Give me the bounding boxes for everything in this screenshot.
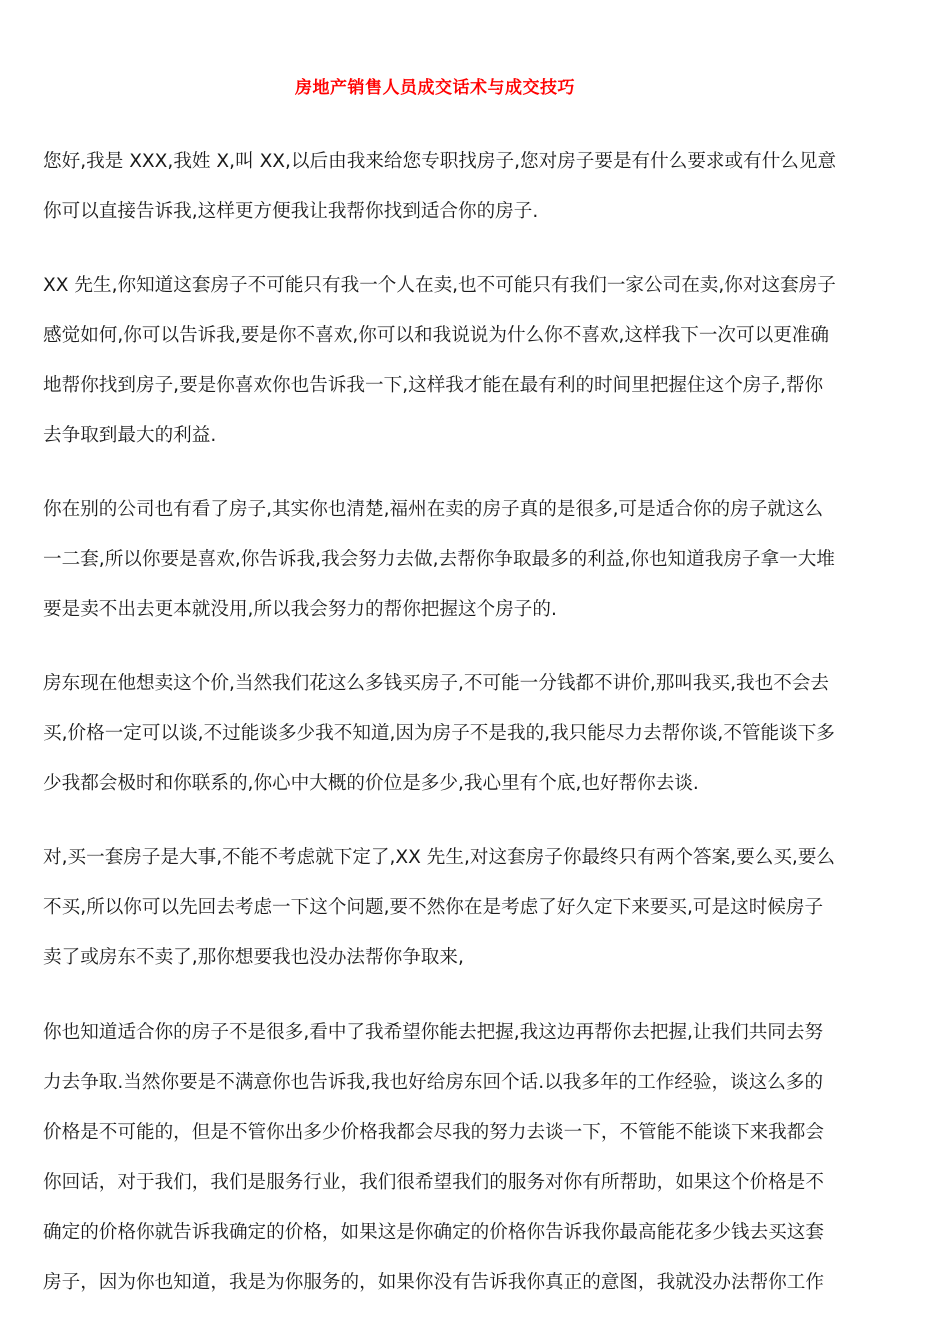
paragraph-line: 你在别的公司也有看了房子,其实你也清楚,福州在卖的房子真的是很多,可是适合你的房子就这么 — [43, 499, 824, 520]
paragraph-line: 地帮你找到房子,要是你喜欢你也告诉我一下,这样我才能在最有利的时间里把握住这个房子,帮你 — [43, 375, 824, 396]
paragraph-6 — [43, 1008, 863, 1308]
paragraph-line: 去争取到最大的利益. — [43, 425, 217, 446]
paragraph-4 — [43, 659, 863, 809]
paragraph-line: 你可以直接告诉我,这样更方便我让我帮你找到适合你的房子. — [43, 201, 539, 222]
paragraph-line: 买,价格一定可以谈,不过能谈多少我不知道,因为房子不是我的,我只能尽力去帮你谈,不管能谈下多 — [43, 723, 835, 744]
paragraph-line: 你回话，对于我们，我们是服务行业，我们很希望我们的服务对你有所帮助，如果这个价格是不 — [43, 1172, 824, 1193]
paragraph-line: 确定的价格你就告诉我确定的价格，如果这是你确定的价格你告诉我你最高能花多少钱去买这套 — [43, 1222, 824, 1243]
paragraph-line: 感觉如何,你可以告诉我,要是你不喜欢,你可以和我说说为什么你不喜欢,这样我下一次可以更准确 — [43, 325, 829, 346]
paragraph-line: 卖了或房东不卖了,那你想要我也没办法帮你争取来, — [43, 947, 464, 968]
paragraph-line: 要是卖不出去更本就没用,所以我会努力的帮你把握这个房子的. — [43, 599, 557, 620]
paragraph-2 — [43, 261, 863, 461]
paragraph-5 — [43, 833, 863, 983]
paragraph-line: 不买,所以你可以先回去考虑一下这个问题,要不然你在是考虑了好久定下来要买,可是这时候房子 — [43, 897, 824, 918]
paragraph-line: 对,买一套房子是大事,不能不考虑就下定了,XX 先生,对这套房子你最终只有两个答案,要么买,要么 — [43, 847, 836, 868]
paragraph-line: 价格是不可能的，但是不管你出多少价格我都会尽我的努力去谈一下，不管能不能谈下来我都会 — [43, 1122, 824, 1143]
paragraph-line: 力去争取.当然你要是不满意你也告诉我,我也好给房东回个话.以我多年的工作经验，谈这么多的 — [43, 1072, 824, 1093]
paragraph-line: XX 先生,你知道这套房子不可能只有我一个人在卖,也不可能只有我们一家公司在卖,你对这套房子 — [43, 275, 836, 296]
paragraph-line: 房东现在他想卖这个价,当然我们花这么多钱买房子,不可能一分钱都不讲价,那叫我买,我也不会去 — [43, 673, 829, 694]
paragraph-line: 你也知道适合你的房子不是很多,看中了我希望你能去把握,我这边再帮你去把握,让我们共同去努 — [43, 1022, 824, 1043]
paragraph-1 — [43, 137, 863, 237]
paragraph-3 — [43, 485, 863, 635]
document-title: 房地产销售人员成交话术与成交技巧 — [295, 78, 575, 98]
paragraph-line: 您好,我是 XXX,我姓 X,叫 XX,以后由我来给您专职找房子,您对房子要是有什么要求或有什么见意 — [43, 151, 837, 172]
paragraph-line: 房子，因为你也知道，我是为你服务的，如果你没有告诉我你真正的意图，我就没办法帮你工作 — [43, 1272, 824, 1293]
paragraph-line: 少我都会极时和你联系的,你心中大概的价位是多少,我心里有个底,也好帮你去谈. — [43, 773, 699, 794]
paragraph-line: 一二套,所以你要是喜欢,你告诉我,我会努力去做,去帮你争取最多的利益,你也知道我房子拿一大堆 — [43, 549, 835, 570]
